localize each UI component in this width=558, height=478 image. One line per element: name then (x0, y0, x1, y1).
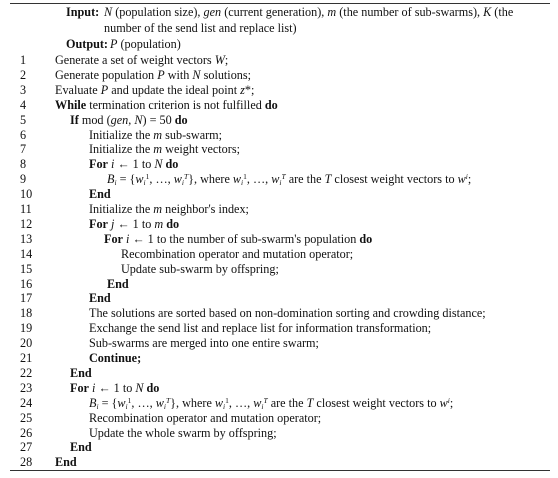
line-text: End (55, 455, 77, 470)
line-number: 19 (20, 321, 33, 336)
line-number: 13 (20, 231, 33, 246)
line-text: Generate a set of weight vectors W; (55, 53, 229, 67)
line-text: Generate population P with N solutions; (55, 67, 252, 82)
line-number: 7 (20, 142, 27, 157)
output-text: P (population) (110, 37, 181, 51)
line-number: 28 (20, 455, 33, 470)
line-number: 5 (20, 112, 27, 127)
line-number: 15 (20, 261, 33, 276)
line-text: End (107, 276, 129, 291)
line-text: $B_i = \{w_i^1$, …, $w_i^T$}, where $w_i^1$, …, $w_i^T$ are the T closest weight vectors to $w^i$; (107, 172, 472, 188)
line-number: 8 (20, 157, 27, 172)
input-text-2: number of the send list and replace list) (104, 21, 297, 35)
line-text: Update sub-swarm by offspring; (121, 261, 279, 276)
line-text: Initialize the m weight vectors; (89, 142, 240, 157)
line-number: 9 (20, 172, 27, 187)
line-number: 11 (20, 202, 32, 216)
line-text: For i ← 1 to the number of sub-swarm's population do (104, 231, 373, 246)
line-number: 26 (20, 425, 33, 440)
line-number: 25 (20, 410, 33, 425)
line-number: 20 (20, 336, 33, 351)
line-text: While termination criterion is not fulfilled do (55, 97, 278, 112)
line-number: 27 (20, 440, 33, 455)
line-text: Sub-swarms are merged into one entire swarm; (89, 336, 319, 351)
line-text: $B_i = \{w_i^1$, …, $w_i^T$}, where $w_i^1$, …, $w_i^T$ are the T closest weight vectors to $w^i$; (89, 395, 454, 411)
line-text: For i ← 1 to N do (89, 157, 179, 172)
line-number: 17 (20, 291, 33, 306)
bottom-rule (10, 470, 550, 471)
line-number: 3 (20, 82, 27, 97)
line-number: 22 (20, 365, 33, 380)
line-text: If mod (gen, N) = 50 do (70, 112, 188, 127)
line-number: 2 (20, 67, 27, 82)
line-number: 12 (20, 216, 33, 231)
line-number: 4 (20, 97, 27, 112)
line-number: 18 (20, 306, 33, 321)
line-number: 6 (20, 127, 27, 142)
line-text: The solutions are sorted based on non-domination sorting and crowding distance; (89, 306, 486, 321)
line-text: End (70, 365, 92, 380)
line-number: 1 (20, 53, 27, 67)
line-text: End (89, 291, 111, 306)
line-text: End (89, 187, 111, 202)
line-text: Initialize the m sub-swarm; (89, 127, 223, 142)
line-text: For i ← 1 to N do (70, 380, 160, 395)
line-text: Update the whole swarm by offspring; (89, 425, 277, 440)
line-number: 14 (20, 246, 33, 261)
line-number: 16 (20, 276, 33, 291)
line-number: 24 (20, 395, 33, 410)
line-text: Continue; (89, 351, 142, 365)
line-text: Recombination operator and mutation operator; (89, 410, 322, 425)
line-text: Initialize the m neighbor's index; (89, 202, 249, 216)
output-keyword: Output: (66, 37, 108, 51)
input-text-1: N (population size), gen (current generation), m (the number of sub-swarms), K (the (104, 5, 514, 19)
line-text: For j ← 1 to m do (89, 216, 180, 231)
input-keyword: Input: (66, 5, 100, 19)
line-number: 10 (20, 187, 33, 202)
line-text: Exchange the send list and replace list for information transformation; (89, 321, 432, 336)
line-text: Recombination operator and mutation operator; (121, 246, 354, 261)
line-text: End (70, 440, 92, 455)
line-text: Evaluate P and update the ideal point z*; (55, 82, 255, 97)
line-number: 21 (20, 351, 33, 365)
line-number: 23 (20, 380, 33, 395)
